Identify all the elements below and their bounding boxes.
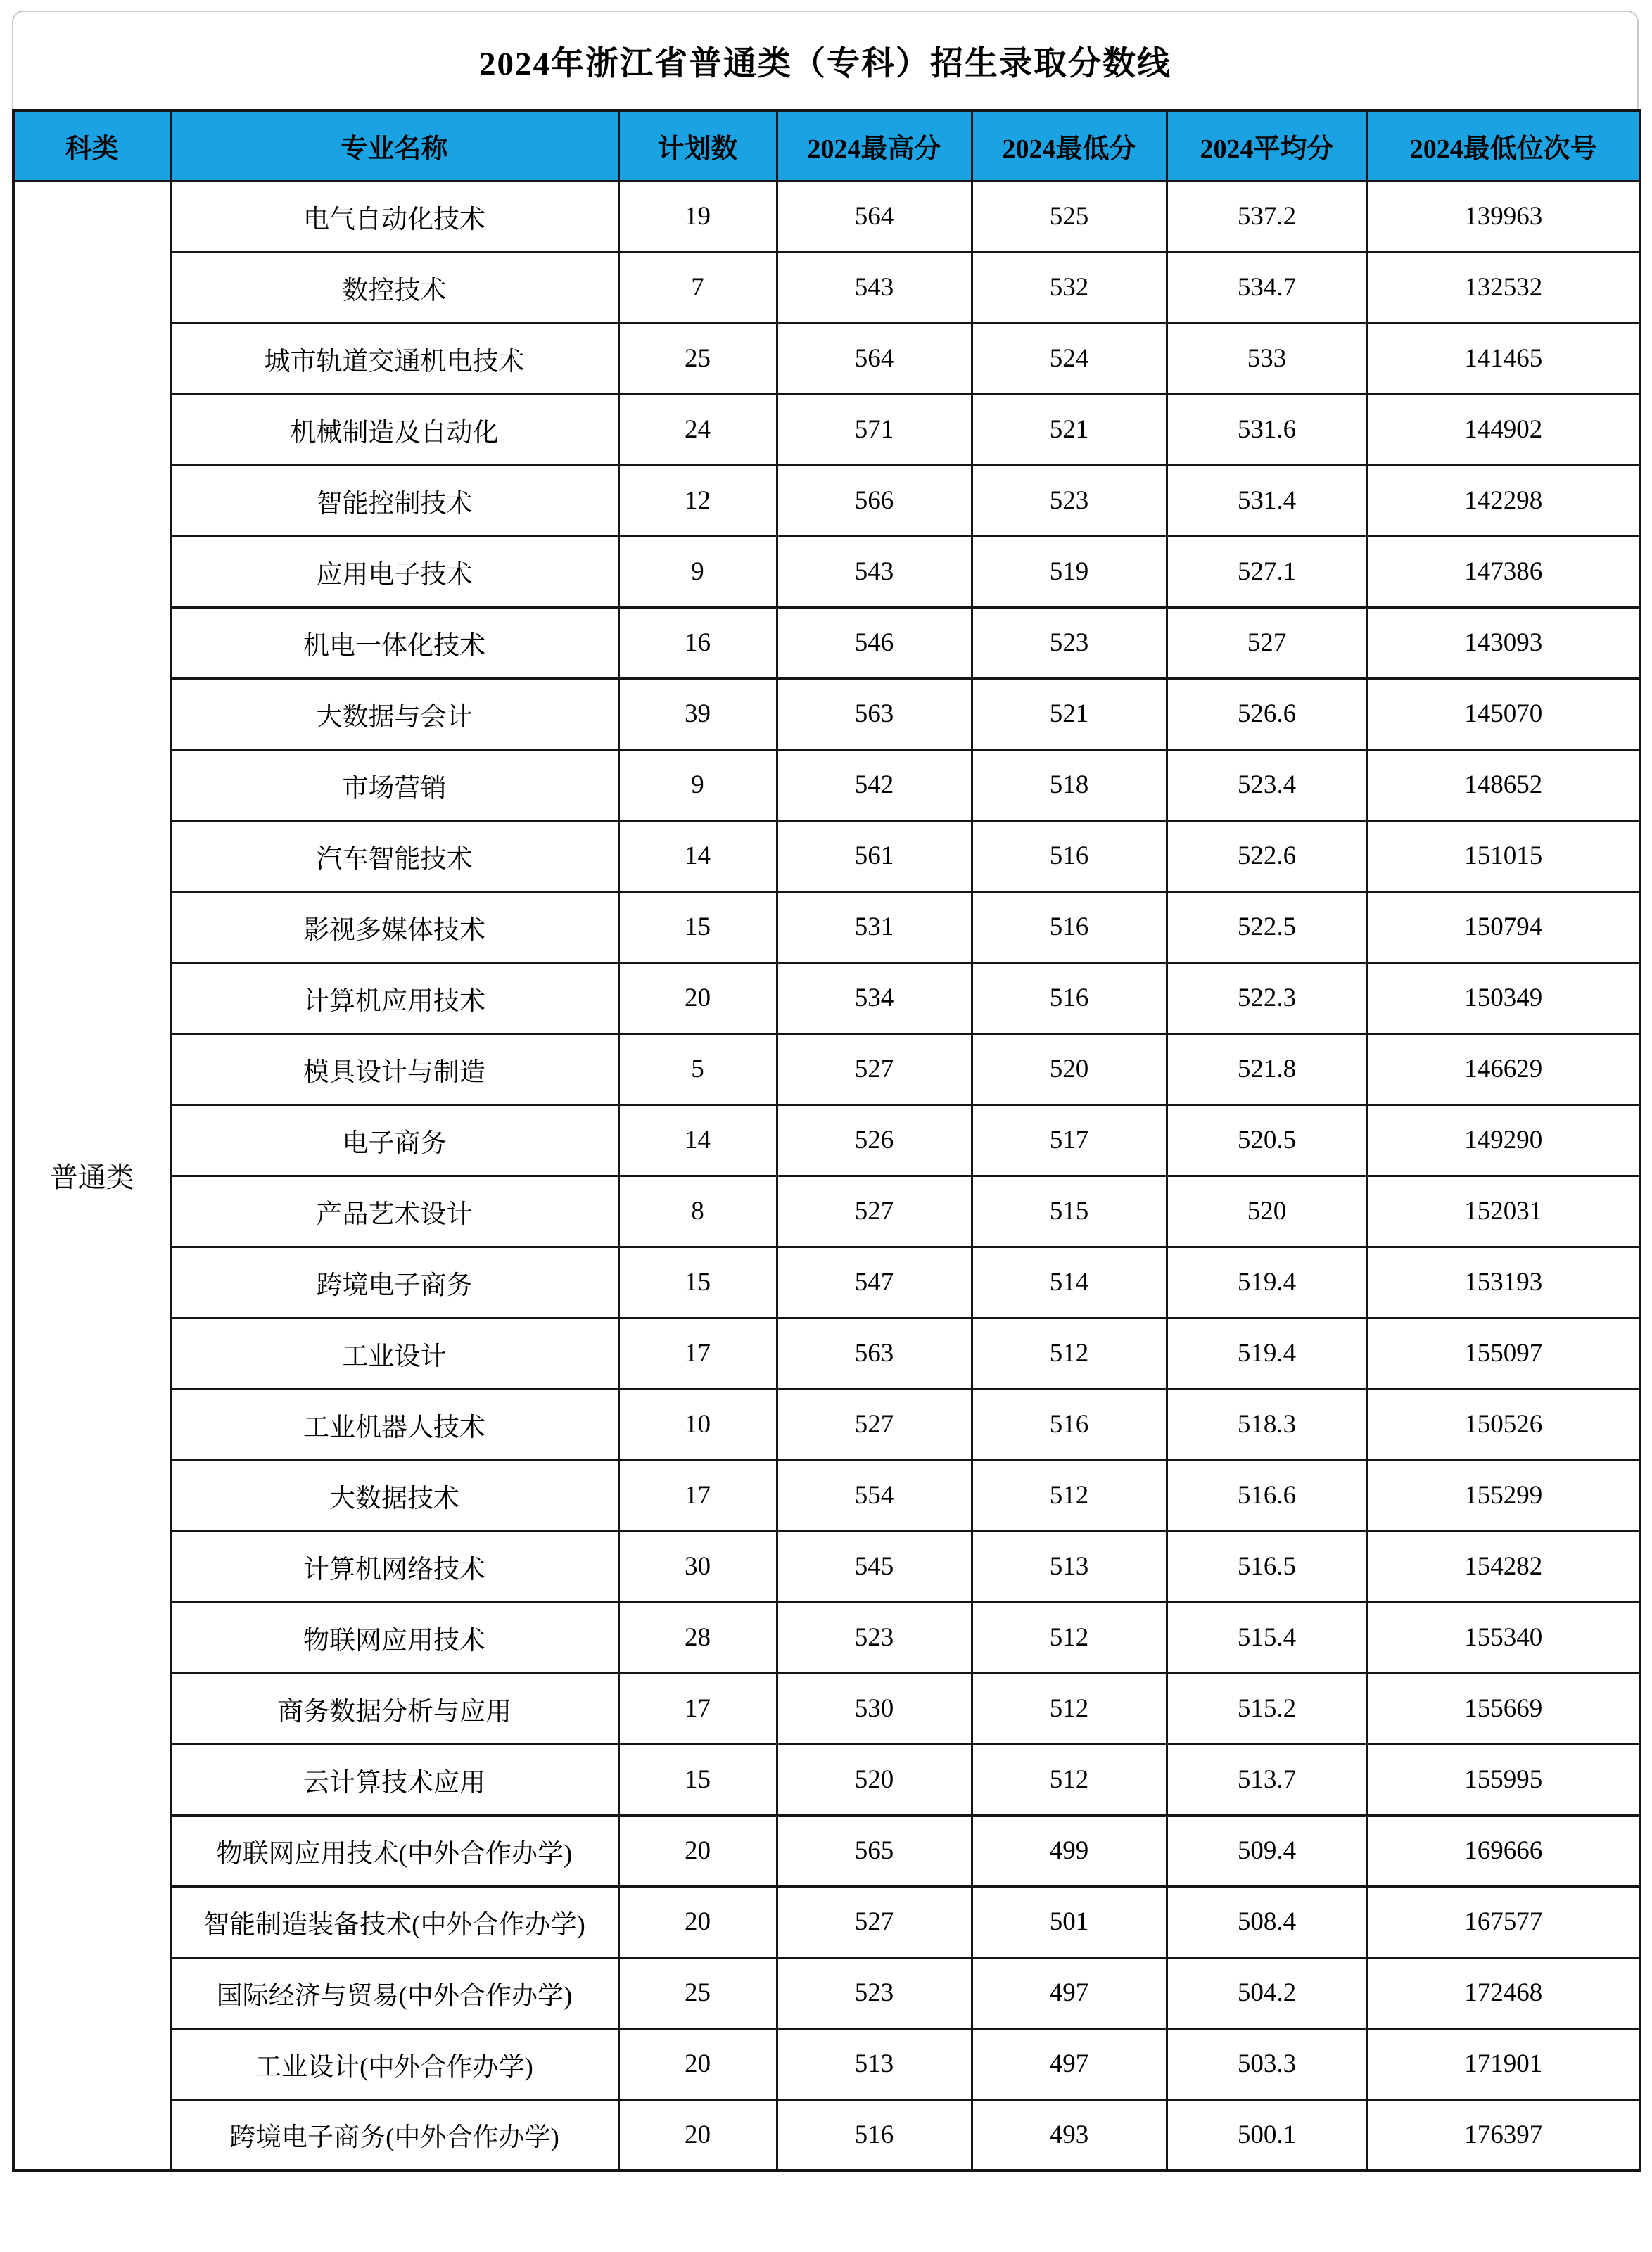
min-score-cell: 525 xyxy=(972,181,1167,252)
table-row xyxy=(13,1744,1640,1815)
max-score-cell: 534 xyxy=(777,962,972,1033)
major-name-cell: 云计算技术应用 xyxy=(170,1744,618,1815)
max-score-cell: 565 xyxy=(777,1815,972,1886)
avg-score-cell: 515.2 xyxy=(1167,1673,1367,1744)
min-score-cell: 497 xyxy=(972,2028,1167,2099)
min-score-cell: 514 xyxy=(972,1247,1167,1318)
min-rank-cell: 150526 xyxy=(1367,1389,1640,1460)
plan-count-cell: 20 xyxy=(618,1886,777,1957)
avg-score-cell: 520 xyxy=(1167,1176,1367,1247)
major-name-cell: 应用电子技术 xyxy=(170,536,618,607)
plan-count-cell: 15 xyxy=(618,1744,777,1815)
min-score-cell: 493 xyxy=(972,2099,1167,2170)
min-rank-cell: 172468 xyxy=(1367,1957,1640,2028)
major-name-cell: 跨境电子商务(中外合作办学) xyxy=(170,2099,618,2170)
min-rank-cell: 141465 xyxy=(1367,323,1640,394)
major-name-cell: 计算机网络技术 xyxy=(170,1531,618,1602)
table-row xyxy=(13,962,1640,1033)
table-row xyxy=(13,1815,1640,1886)
avg-score-cell: 527 xyxy=(1167,607,1367,678)
major-name-cell: 产品艺术设计 xyxy=(170,1176,618,1247)
table-row xyxy=(13,252,1640,323)
major-name-cell: 机械制造及自动化 xyxy=(170,394,618,465)
table-row xyxy=(13,891,1640,962)
major-name-cell: 电子商务 xyxy=(170,1105,618,1176)
avg-score-cell: 522.3 xyxy=(1167,962,1367,1033)
header-max-score: 2024最高分 xyxy=(777,110,972,181)
min-score-cell: 501 xyxy=(972,1886,1167,1957)
plan-count-cell: 7 xyxy=(618,252,777,323)
table-row xyxy=(13,1105,1640,1176)
avg-score-cell: 522.5 xyxy=(1167,891,1367,962)
plan-count-cell: 17 xyxy=(618,1460,777,1531)
max-score-cell: 547 xyxy=(777,1247,972,1318)
plan-count-cell: 16 xyxy=(618,607,777,678)
major-name-cell: 机电一体化技术 xyxy=(170,607,618,678)
min-score-cell: 515 xyxy=(972,1176,1167,1247)
max-score-cell: 527 xyxy=(777,1389,972,1460)
table-row xyxy=(13,1033,1640,1105)
max-score-cell: 527 xyxy=(777,1033,972,1105)
table-row xyxy=(13,749,1640,820)
max-score-cell: 571 xyxy=(777,394,972,465)
major-name-cell: 物联网应用技术(中外合作办学) xyxy=(170,1815,618,1886)
min-rank-cell: 152031 xyxy=(1367,1176,1640,1247)
page-title: 2024年浙江省普通类（专科）招生录取分数线 xyxy=(479,45,1171,82)
min-rank-cell: 155669 xyxy=(1367,1673,1640,1744)
max-score-cell: 523 xyxy=(777,1602,972,1673)
avg-score-cell: 537.2 xyxy=(1167,181,1367,252)
major-name-cell: 汽车智能技术 xyxy=(170,820,618,891)
plan-count-cell: 20 xyxy=(618,2028,777,2099)
header-subject-type: 科类 xyxy=(13,110,170,181)
plan-count-cell: 14 xyxy=(618,1105,777,1176)
min-rank-cell: 143093 xyxy=(1367,607,1640,678)
min-rank-cell: 176397 xyxy=(1367,2099,1640,2170)
avg-score-cell: 508.4 xyxy=(1167,1886,1367,1957)
plan-count-cell: 20 xyxy=(618,1815,777,1886)
min-rank-cell: 169666 xyxy=(1367,1815,1640,1886)
major-name-cell: 计算机应用技术 xyxy=(170,962,618,1033)
avg-score-cell: 533 xyxy=(1167,323,1367,394)
table-row xyxy=(13,1460,1640,1531)
avg-score-cell: 516.6 xyxy=(1167,1460,1367,1531)
table-row xyxy=(13,678,1640,749)
max-score-cell: 564 xyxy=(777,181,972,252)
min-score-cell: 517 xyxy=(972,1105,1167,1176)
avg-score-cell: 518.3 xyxy=(1167,1389,1367,1460)
min-score-cell: 520 xyxy=(972,1033,1167,1105)
plan-count-cell: 28 xyxy=(618,1602,777,1673)
max-score-cell: 546 xyxy=(777,607,972,678)
min-score-cell: 512 xyxy=(972,1673,1167,1744)
min-score-cell: 518 xyxy=(972,749,1167,820)
min-rank-cell: 139963 xyxy=(1367,181,1640,252)
major-name-cell: 工业设计(中外合作办学) xyxy=(170,2028,618,2099)
major-name-cell: 市场营销 xyxy=(170,749,618,820)
plan-count-cell: 15 xyxy=(618,1247,777,1318)
admission-score-sheet xyxy=(12,11,1639,2172)
max-score-cell: 513 xyxy=(777,2028,972,2099)
avg-score-cell: 519.4 xyxy=(1167,1318,1367,1389)
plan-count-cell: 30 xyxy=(618,1531,777,1602)
max-score-cell: 526 xyxy=(777,1105,972,1176)
header-major-name: 专业名称 xyxy=(170,110,618,181)
min-score-cell: 516 xyxy=(972,962,1167,1033)
table-row xyxy=(13,820,1640,891)
max-score-cell: 564 xyxy=(777,323,972,394)
avg-score-cell: 513.7 xyxy=(1167,1744,1367,1815)
major-name-cell: 模具设计与制造 xyxy=(170,1033,618,1105)
min-rank-cell: 132532 xyxy=(1367,252,1640,323)
table-row xyxy=(13,1318,1640,1389)
min-rank-cell: 148652 xyxy=(1367,749,1640,820)
plan-count-cell: 8 xyxy=(618,1176,777,1247)
max-score-cell: 563 xyxy=(777,678,972,749)
max-score-cell: 566 xyxy=(777,465,972,536)
max-score-cell: 542 xyxy=(777,749,972,820)
min-score-cell: 497 xyxy=(972,1957,1167,2028)
avg-score-cell: 531.4 xyxy=(1167,465,1367,536)
min-rank-cell: 150349 xyxy=(1367,962,1640,1033)
plan-count-cell: 14 xyxy=(618,820,777,891)
max-score-cell: 523 xyxy=(777,1957,972,2028)
table-row xyxy=(13,394,1640,465)
min-score-cell: 516 xyxy=(972,1389,1167,1460)
avg-score-cell: 531.6 xyxy=(1167,394,1367,465)
major-name-cell: 工业机器人技术 xyxy=(170,1389,618,1460)
min-rank-cell: 153193 xyxy=(1367,1247,1640,1318)
avg-score-cell: 509.4 xyxy=(1167,1815,1367,1886)
min-rank-cell: 151015 xyxy=(1367,820,1640,891)
table-row xyxy=(13,1389,1640,1460)
plan-count-cell: 15 xyxy=(618,891,777,962)
plan-count-cell: 25 xyxy=(618,1957,777,2028)
table-row xyxy=(13,1673,1640,1744)
major-name-cell: 智能控制技术 xyxy=(170,465,618,536)
table-row xyxy=(13,1886,1640,1957)
major-name-cell: 商务数据分析与应用 xyxy=(170,1673,618,1744)
major-name-cell: 智能制造装备技术(中外合作办学) xyxy=(170,1886,618,1957)
min-score-cell: 523 xyxy=(972,607,1167,678)
max-score-cell: 516 xyxy=(777,2099,972,2170)
header-avg-score: 2024平均分 xyxy=(1167,110,1367,181)
major-name-cell: 大数据与会计 xyxy=(170,678,618,749)
min-score-cell: 512 xyxy=(972,1744,1167,1815)
min-rank-cell: 155340 xyxy=(1367,1602,1640,1673)
max-score-cell: 545 xyxy=(777,1531,972,1602)
min-rank-cell: 155299 xyxy=(1367,1460,1640,1531)
max-score-cell: 527 xyxy=(777,1176,972,1247)
min-rank-cell: 167577 xyxy=(1367,1886,1640,1957)
max-score-cell: 527 xyxy=(777,1886,972,1957)
min-score-cell: 512 xyxy=(972,1602,1167,1673)
max-score-cell: 531 xyxy=(777,891,972,962)
avg-score-cell: 516.5 xyxy=(1167,1531,1367,1602)
plan-count-cell: 19 xyxy=(618,181,777,252)
header-plan-count: 计划数 xyxy=(618,110,777,181)
min-score-cell: 521 xyxy=(972,394,1167,465)
avg-score-cell: 523.4 xyxy=(1167,749,1367,820)
min-score-cell: 523 xyxy=(972,465,1167,536)
table-row xyxy=(13,1176,1640,1247)
min-rank-cell: 142298 xyxy=(1367,465,1640,536)
min-score-cell: 516 xyxy=(972,820,1167,891)
max-score-cell: 561 xyxy=(777,820,972,891)
header-min-score: 2024最低分 xyxy=(972,110,1167,181)
avg-score-cell: 519.4 xyxy=(1167,1247,1367,1318)
avg-score-cell: 500.1 xyxy=(1167,2099,1367,2170)
min-rank-cell: 171901 xyxy=(1367,2028,1640,2099)
max-score-cell: 563 xyxy=(777,1318,972,1389)
category-cell: 普通类 xyxy=(13,181,170,2170)
table-row xyxy=(13,536,1640,607)
plan-count-cell: 12 xyxy=(618,465,777,536)
avg-score-cell: 521.8 xyxy=(1167,1033,1367,1105)
min-score-cell: 524 xyxy=(972,323,1167,394)
major-name-cell: 物联网应用技术 xyxy=(170,1602,618,1673)
min-rank-cell: 145070 xyxy=(1367,678,1640,749)
min-score-cell: 532 xyxy=(972,252,1167,323)
major-name-cell: 国际经济与贸易(中外合作办学) xyxy=(170,1957,618,2028)
major-name-cell: 跨境电子商务 xyxy=(170,1247,618,1318)
min-score-cell: 499 xyxy=(972,1815,1167,1886)
plan-count-cell: 39 xyxy=(618,678,777,749)
plan-count-cell: 5 xyxy=(618,1033,777,1105)
table-row xyxy=(13,181,1640,252)
max-score-cell: 543 xyxy=(777,536,972,607)
min-rank-cell: 146629 xyxy=(1367,1033,1640,1105)
avg-score-cell: 534.7 xyxy=(1167,252,1367,323)
header-min-rank: 2024最低位次号 xyxy=(1367,110,1640,181)
table-row xyxy=(13,2099,1640,2170)
avg-score-cell: 520.5 xyxy=(1167,1105,1367,1176)
plan-count-cell: 20 xyxy=(618,2099,777,2170)
major-name-cell: 数控技术 xyxy=(170,252,618,323)
plan-count-cell: 9 xyxy=(618,536,777,607)
min-rank-cell: 155995 xyxy=(1367,1744,1640,1815)
plan-count-cell: 10 xyxy=(618,1389,777,1460)
plan-count-cell: 20 xyxy=(618,962,777,1033)
min-score-cell: 521 xyxy=(972,678,1167,749)
avg-score-cell: 515.4 xyxy=(1167,1602,1367,1673)
avg-score-cell: 522.6 xyxy=(1167,820,1367,891)
title-bar xyxy=(12,11,1639,109)
major-name-cell: 城市轨道交通机电技术 xyxy=(170,323,618,394)
plan-count-cell: 25 xyxy=(618,323,777,394)
plan-count-cell: 17 xyxy=(618,1673,777,1744)
table-row xyxy=(13,1957,1640,2028)
major-name-cell: 大数据技术 xyxy=(170,1460,618,1531)
major-name-cell: 工业设计 xyxy=(170,1318,618,1389)
major-name-cell: 影视多媒体技术 xyxy=(170,891,618,962)
min-rank-cell: 147386 xyxy=(1367,536,1640,607)
table-row xyxy=(13,1602,1640,1673)
avg-score-cell: 504.2 xyxy=(1167,1957,1367,2028)
min-rank-cell: 155097 xyxy=(1367,1318,1640,1389)
min-score-cell: 519 xyxy=(972,536,1167,607)
plan-count-cell: 17 xyxy=(618,1318,777,1389)
min-rank-cell: 150794 xyxy=(1367,891,1640,962)
avg-score-cell: 527.1 xyxy=(1167,536,1367,607)
table-row xyxy=(13,1531,1640,1602)
plan-count-cell: 9 xyxy=(618,749,777,820)
table-header-row xyxy=(13,110,1640,181)
table-row xyxy=(13,465,1640,536)
max-score-cell: 520 xyxy=(777,1744,972,1815)
avg-score-cell: 526.6 xyxy=(1167,678,1367,749)
major-name-cell: 电气自动化技术 xyxy=(170,181,618,252)
min-rank-cell: 149290 xyxy=(1367,1105,1640,1176)
plan-count-cell: 24 xyxy=(618,394,777,465)
min-score-cell: 516 xyxy=(972,891,1167,962)
max-score-cell: 554 xyxy=(777,1460,972,1531)
min-rank-cell: 154282 xyxy=(1367,1531,1640,1602)
table-row xyxy=(13,607,1640,678)
table-row xyxy=(13,1247,1640,1318)
min-score-cell: 513 xyxy=(972,1531,1167,1602)
min-score-cell: 512 xyxy=(972,1460,1167,1531)
min-score-cell: 512 xyxy=(972,1318,1167,1389)
admission-score-table xyxy=(12,109,1641,2172)
table-row xyxy=(13,2028,1640,2099)
table-row xyxy=(13,323,1640,394)
max-score-cell: 530 xyxy=(777,1673,972,1744)
min-rank-cell: 144902 xyxy=(1367,394,1640,465)
max-score-cell: 543 xyxy=(777,252,972,323)
avg-score-cell: 503.3 xyxy=(1167,2028,1367,2099)
